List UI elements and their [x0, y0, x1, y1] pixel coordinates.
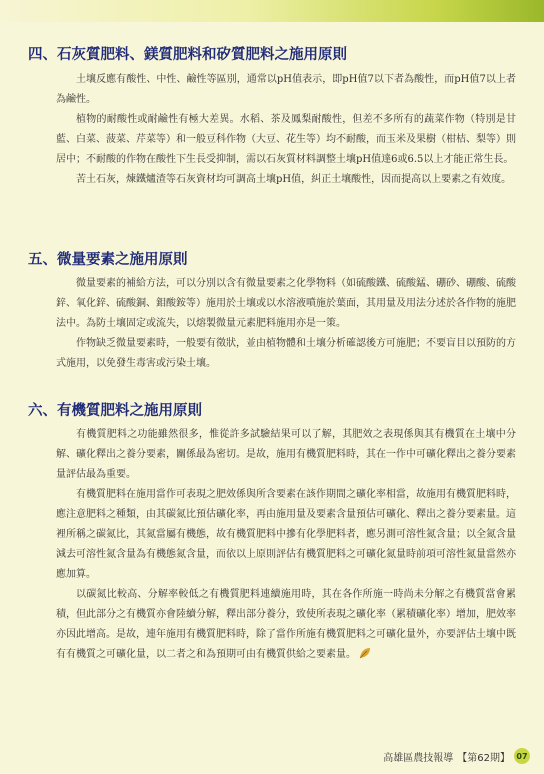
page-footer — [383, 747, 530, 765]
paragraph-text: 以碳氮比較高、分解率較低之有機質肥料連續施用時，其在各作所施一時尚未分解之有機質當會累積，但此部分之有機質亦會陸續分解，釋出部分養分，致使所表現之礦化率（累積礦化率）增加，肥效率亦因此增高。是故，連年施用有機質肥料時，除了當作所施有機質肥料之可礦化量外，亦要評估土壤中既有有機質之可礦化量，以二者之和為預期可由有機質供給之要素量。 — [56, 589, 516, 660]
paragraph — [56, 585, 516, 665]
paragraph: 苦土石灰，煉鐵爐渣等石灰資材均可調高土壤pH值，糾正土壤酸性，因而提高以上要素之有效度。 — [76, 174, 512, 185]
paragraph: 微量要素的補給方法，可以分別以含有微量要素之化學物料（如硫酸鐵、硫酸錳、硼砂、硼酸、硫酸鋅、氧化鋅、硫酸銅、鉬酸銨等）施用於土壤或以水溶液噴施於葉面，其用量及用法分述於各作物的施肥法中。為防土壤固定或流失，以熔製微量元素肥料施用亦是一策。 — [56, 278, 516, 329]
section-heading-lime-magnesium-silicon: 四、石灰質肥料、鎂質肥料和矽質肥料之施用原則 — [28, 47, 347, 63]
paragraph: 有機質肥料在施用當作可表現之肥效係與所含要素在該作期間之礦化率相當，故施用有機質肥料時，應注意肥料之種類，由其碳氮比預估礦化率，再由施用量及要素含量預估可礦化、釋出之養分要素量。這裡所稱之碳氮比，其氮當屬有機態，故有機質肥料中摻有化學肥料者，應另測可溶性氮含量；以全氮含量減去可溶性氮含量為有機態氮含量，而依以上原則評估有機質肥料之可礦化氮量時前項可溶性氮量當然亦應加算。 — [56, 489, 516, 580]
leaf-icon — [359, 647, 371, 659]
paragraph: 作物缺乏微量要素時，一般要有徵狀，並由植物體和土壤分析確認後方可施肥；不要盲目以預防的方式施用，以免發生毒害或污染土壤。 — [56, 338, 516, 369]
section-heading-micronutrients: 五、微量要素之施用原則 — [28, 252, 188, 268]
issue-number: 【第62期】 — [457, 752, 510, 764]
section-body-lime-magnesium-silicon — [56, 70, 516, 190]
section-body-organic-fertilizer — [56, 425, 516, 665]
section-heading-organic-fertilizer: 六、有機質肥料之施用原則 — [28, 403, 202, 419]
paragraph: 植物的耐酸性或耐鹼性有極大差異。水稻、茶及鳳梨耐酸性，但差不多所有的蔬菜作物（特別是甘藍、白菜、菠菜、芹菜等）和一般豆科作物（大豆、花生等）均不耐酸，而玉米及果樹（柑桔、梨等）則居中；不耐酸的作物在酸性下生長受抑制，需以石灰質材料調整土壤pH值達6或6.5以上才能正常生長。 — [56, 114, 516, 165]
publication-title: 高雄區農技報導 — [383, 752, 454, 764]
paragraph: 土壤反應有酸性、中性、鹼性等區別，通常以pH值表示，即pH值7以下者為酸性，而pH值7以上者為鹼性。 — [56, 74, 516, 105]
paragraph: 有機質肥料之功能雖然很多，惟從許多試驗結果可以了解，其肥效之表現係與其有機質在土壤中分解、礦化釋出之養分要素，關係最為密切。是故，施用有機質肥料時，其在一作中可礦化釋出之養分要素量評估最為重要。 — [56, 429, 516, 480]
page-number-badge: 07 — [514, 748, 530, 764]
section-body-micronutrients — [56, 274, 516, 374]
